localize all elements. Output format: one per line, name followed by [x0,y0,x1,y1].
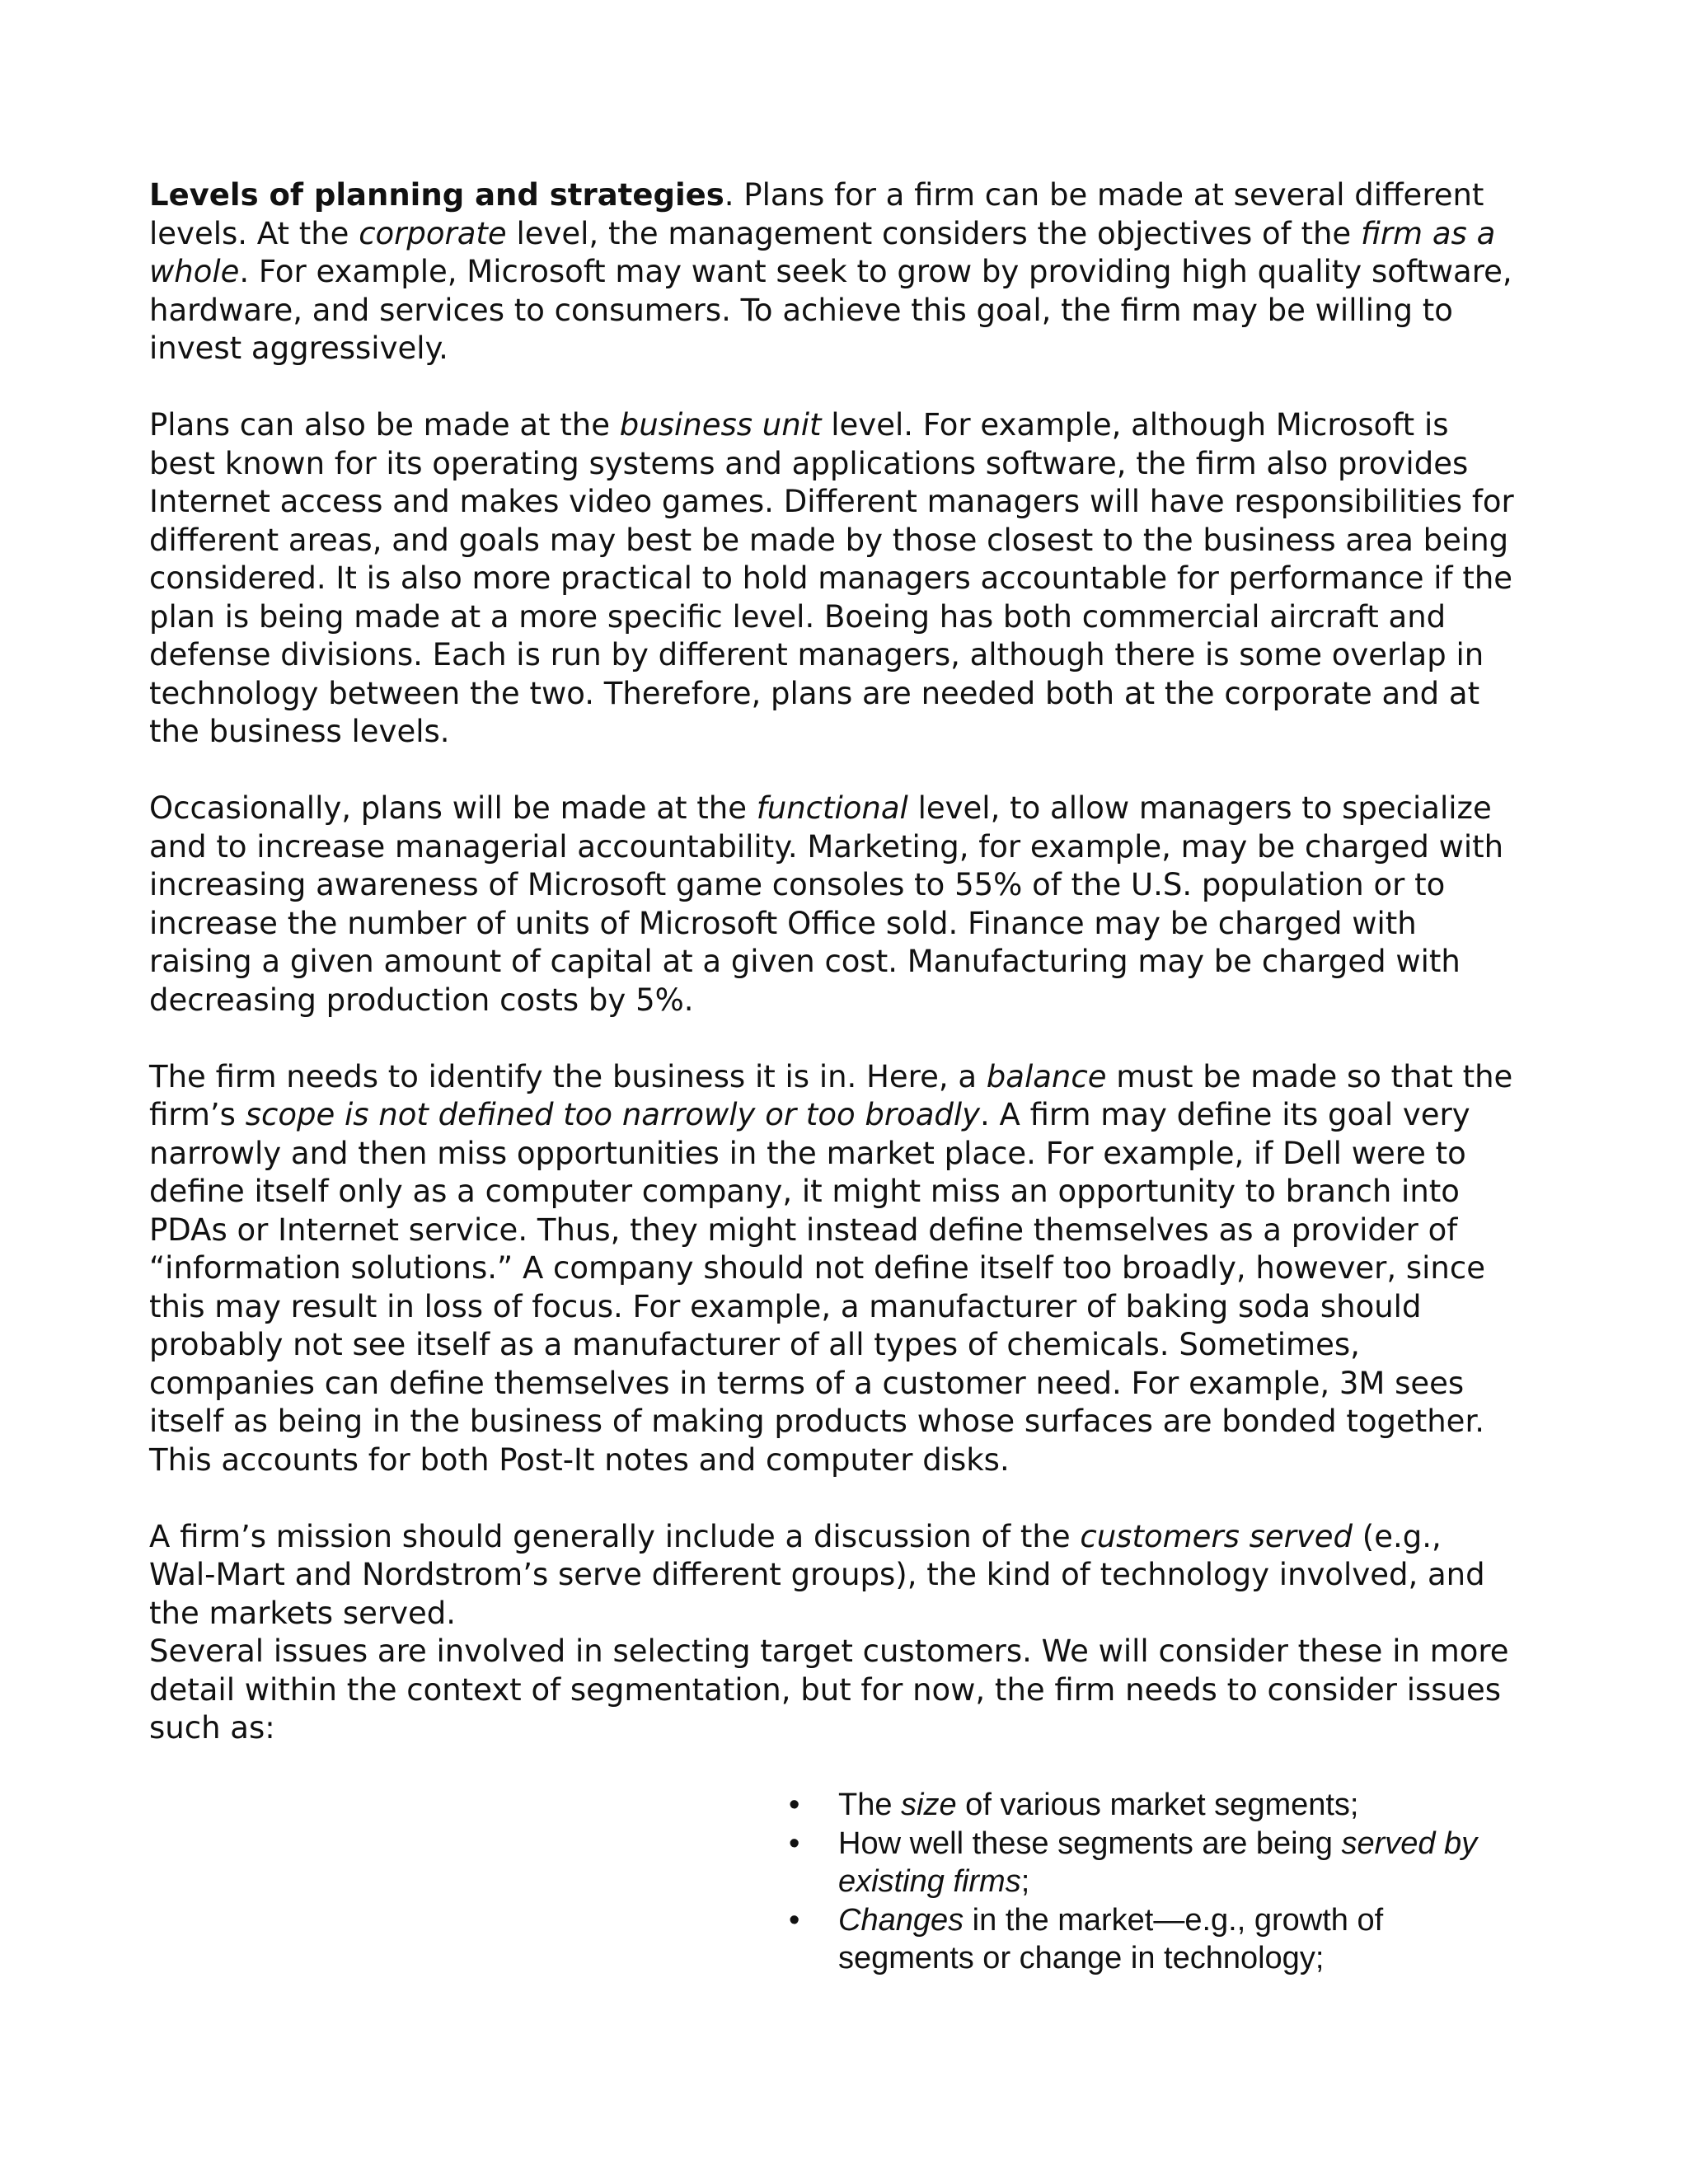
emphasis: Changes [838,1902,964,1938]
text-run: Occasionally, plans will be made at the [149,790,757,826]
text-run: The firm needs to identify the business it is in. Here, a [149,1058,987,1094]
emphasis: firm as a whole [149,215,1496,289]
text-run: . For example, Microsoft may want seek to grow by providing high quality software, hardware, and services to consumers. To achieve this goal, the firm may be willing to invest aggressively. [149,254,1512,366]
issues-bullet-list [789,1786,1498,1978]
text-run: level, the management considers the objectives of the [506,215,1361,251]
paragraph-business-scope [149,1058,1517,1480]
text-run: How well these segments are being [838,1825,1342,1861]
paragraph-business-unit [149,406,1517,752]
list-item [789,1825,1498,1901]
paragraph-target-customers [149,1633,1517,1748]
paragraph-mission [149,1518,1517,1633]
text-run: of various market segments; [956,1788,1359,1822]
bullet-icon: • [789,1902,800,1938]
text-run: A firm’s mission should generally include a discussion of the [149,1518,1081,1554]
emphasis: balance [986,1058,1107,1094]
list-item [789,1901,1498,1978]
text-run: level. For example, although Microsoft is best known for its operating systems and applications software, the firm also provides Internet access and makes video games. Different managers will have responsibilities for different areas, and goals may best be made by those closest to the business area being considered. It is also more practical to hold managers accountable for performance if the plan is being made at a more specific level. Boeing has both commercial aircraft and defense divisions. Each is run by different managers, although there is some overlap in technology between the two. Therefore, plans are needed both at the corporate and at the business levels. [149,407,1514,749]
paragraph-functional [149,790,1517,1019]
text-run: The [838,1788,902,1822]
emphasis: scope is not defined too narrowly or too broadly [245,1097,981,1132]
text-run: in the market—e.g., growth of segments or change in technology; [838,1902,1384,1975]
text-run: (e.g., Wal-Mart and Nordstrom’s serve different groups), the kind of technology involved, and the markets served. [149,1518,1485,1631]
text-run: Plans can also be made at the [149,407,620,443]
text-run: level, to allow managers to specialize and to increase managerial accountability. Marketing, for example, may be charged with increasing awareness of Microsoft game consoles to 55% of the U.S. population or to increase the number of units of Microsoft Office sold. Finance may be charged with raising a given amount of capital at a given cost. Manufacturing may be charged with decreasing production costs by 5%. [149,790,1504,1018]
emphasis: served by existing firms [838,1825,1478,1899]
bullet-icon: • [789,1825,800,1861]
emphasis: corporate [359,215,507,251]
emphasis: business unit [619,407,822,443]
list-item [789,1786,1498,1825]
document-page [149,176,1517,1978]
text-run: . A firm may define its goal very narrowly and then miss opportunities in the market place. For example, if Dell were to define itself only as a computer company, it might miss an opportunity to branch into PDAs or Internet service. Thus, they might instead define themselves as a provider of “information solutions.” A company should not define itself too broadly, however, since this may result in loss of focus. For example, a manufacturer of baking soda should probably not see itself as a manufacturer of all types of chemicals. Sometimes, companies can define themselves in terms of a customer need. For example, 3M sees itself as being in the business of making products whose surfaces are bonded together. This accounts for both Post-It notes and computer disks. [149,1097,1485,1478]
bullet-icon: • [789,1788,800,1822]
emphasis: functional [756,790,908,826]
text-run: must be made so that the firm’s [149,1058,1513,1132]
paragraph-levels-of-planning [149,176,1517,368]
emphasis: customers served [1080,1518,1353,1554]
text-run: Several issues are involved in selecting target customers. We will consider these in more detail within the context of segmentation, but for now, the firm needs to consider issues such as: [149,1633,1509,1746]
text-run: . Plans for a firm can be made at several different levels. At the [149,177,1484,251]
section-heading: Levels of planning and strategies [149,177,724,213]
text-run: ; [1020,1864,1030,1899]
emphasis: size [901,1788,957,1822]
